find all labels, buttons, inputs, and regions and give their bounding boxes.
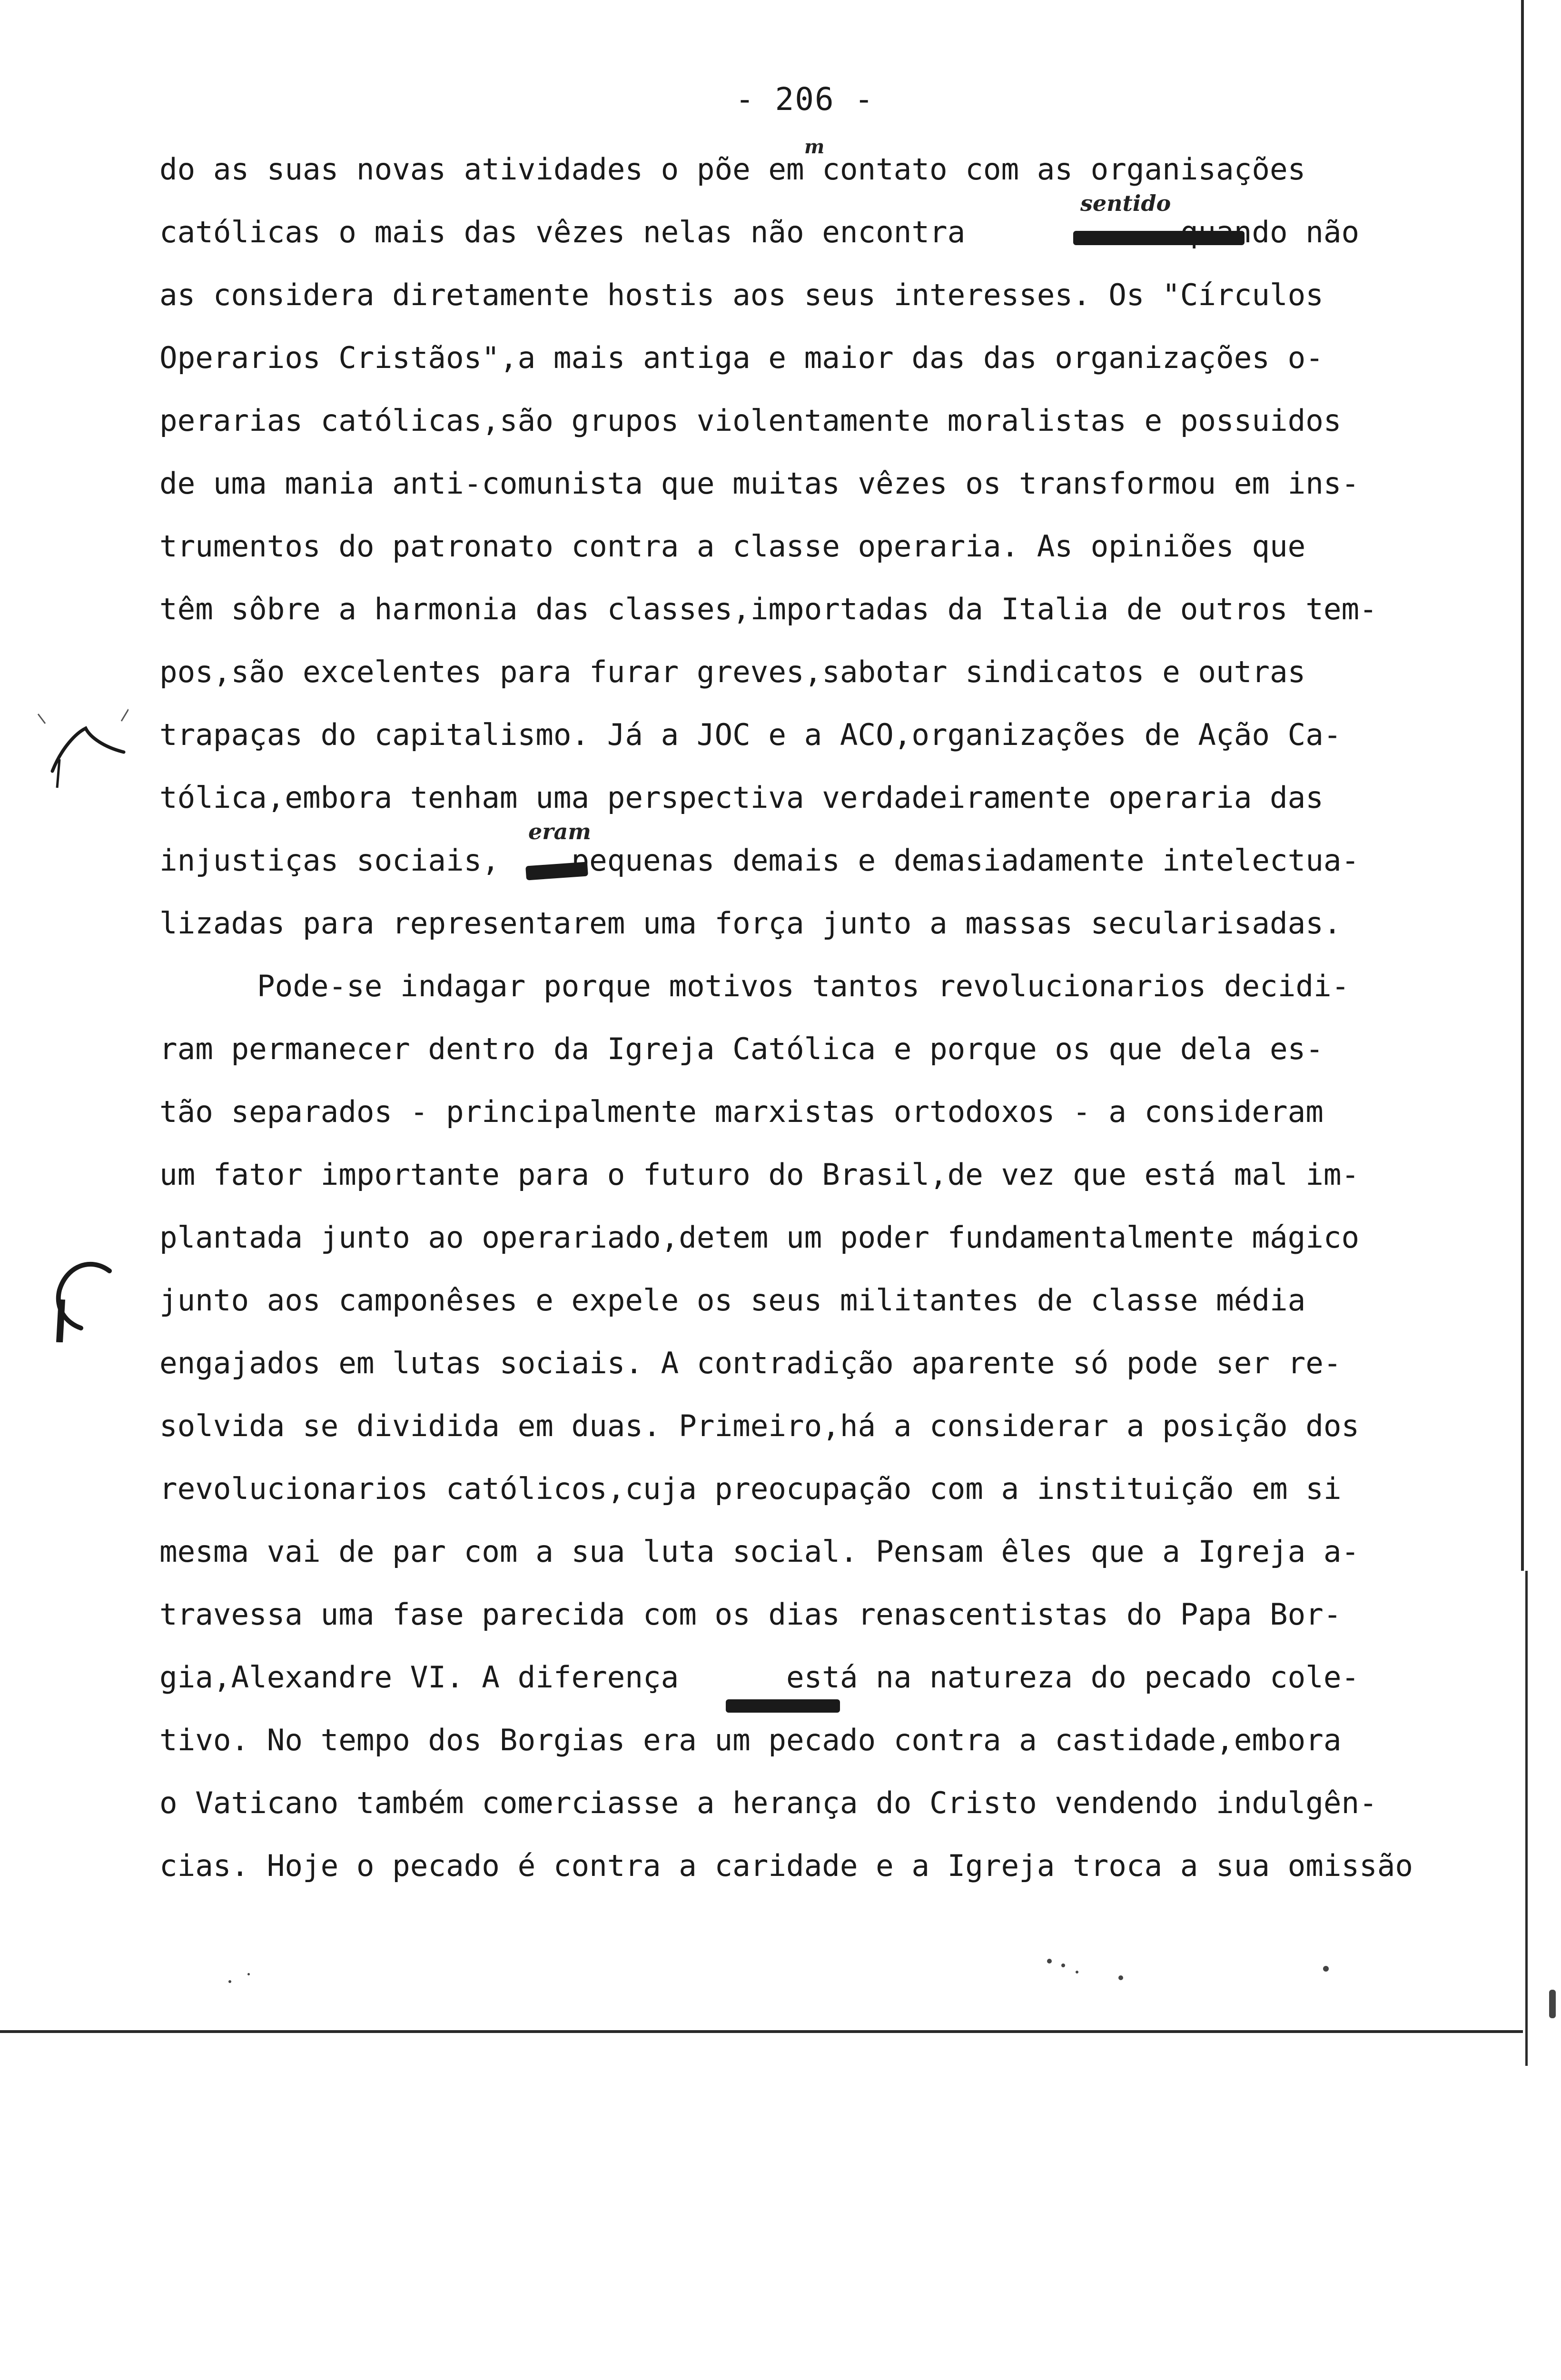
bottom-border-line	[0, 2030, 1523, 2033]
text-line: ram permanecer dentro da Igreja Católica e porque os que dela es-	[159, 1031, 1324, 1066]
text-line: engajados em lutas sociais. A contradição aparente só pode ser re-	[159, 1346, 1342, 1380]
text-line: pos,são excelentes para furar greves,sabotar sindicatos e outras	[159, 654, 1306, 689]
right-margin-rule	[1521, 0, 1524, 1571]
text-line: tólica,embora tenham uma perspectiva verdadeiramente operaria das	[159, 780, 1324, 815]
text-line: plantada junto ao operariado,detem um poder fundamentalmente mágico	[159, 1220, 1360, 1255]
scan-speck	[228, 1980, 231, 1983]
text-line: Pode-se indagar porque motivos tantos revolucionarios decidi-	[257, 969, 1350, 1003]
page-number: - 206 -	[735, 81, 875, 118]
text-line: de uma mania anti-comunista que muitas vêzes os transformou em ins-	[159, 466, 1360, 501]
text-line: um fator importante para o futuro do Brasil,de vez que está mal im-	[159, 1157, 1360, 1192]
text-line: trumentos do patronato contra a classe operaria. As opiniões que	[159, 529, 1306, 564]
text-line: católicas o mais das vêzes nelas não encontra quando não	[159, 215, 1360, 249]
text-line: mesma vai de par com a sua luta social. Pensam êles que a Igreja a-	[159, 1534, 1360, 1569]
margin-check-mark-icon	[33, 704, 128, 790]
text-line: tivo. No tempo dos Borgias era um pecado contra a castidade,embora	[159, 1723, 1342, 1757]
text-line: gia,Alexandre VI. A diferença está na natureza do pecado cole-	[159, 1660, 1360, 1695]
scan-speck	[1323, 1966, 1329, 1972]
scan-speck	[1061, 1964, 1065, 1967]
scan-speck	[1549, 1990, 1556, 2018]
text-line: revolucionarios católicos,cuja preocupação com a instituição em si	[159, 1471, 1342, 1506]
text-line: tão separados - principalmente marxistas ortodoxos - a consideram	[159, 1094, 1324, 1129]
text-line: junto aos camponêses e expele os seus militantes de classe média	[159, 1283, 1306, 1318]
text-line: cias. Hoje o pecado é contra a caridade e a Igreja troca a sua omissão	[159, 1848, 1413, 1883]
body-text	[159, 138, 1502, 1897]
handwritten-eram: eram	[528, 819, 591, 844]
text-line: trapaças do capitalismo. Já a JOC e a ACO,organizações de Ação Ca-	[159, 717, 1342, 752]
text-line: o Vaticano também comerciasse a herança do Cristo vendendo indulgên-	[159, 1785, 1377, 1820]
handwritten-m: m	[804, 136, 825, 158]
text-line: lizadas para representarem uma força junto a massas secularisadas.	[159, 906, 1342, 941]
text-line: do as suas novas atividades o põe em contato com as organisações	[159, 152, 1306, 187]
text-line: travessa uma fase parecida com os dias renascentistas do Papa Bor-	[159, 1597, 1342, 1632]
text-line: perarias católicas,são grupos violentamente moralistas e possuidos	[159, 403, 1342, 438]
margin-bracket-icon	[38, 1247, 114, 1342]
scan-speck	[1118, 1975, 1123, 1980]
scan-speck	[247, 1973, 250, 1975]
text-line: as considera diretamente hostis aos seus interesses. Os "Círculos	[159, 278, 1324, 312]
text-line: Operarios Cristãos",a mais antiga e maior das das organizações o-	[159, 340, 1324, 375]
scan-speck	[1076, 1971, 1078, 1973]
scan-speck	[1047, 1959, 1052, 1964]
text-line: solvida se dividida em duas. Primeiro,há a considerar a posição dos	[159, 1408, 1360, 1443]
right-margin-rule-lower	[1525, 1571, 1528, 2066]
text-line: têm sôbre a harmonia das classes,importadas da Italia de outros tem-	[159, 592, 1377, 626]
text-line: injustiças sociais, pequenas demais e demasiadamente intelectua-	[159, 843, 1360, 878]
handwritten-sentido: sentido	[1080, 190, 1171, 216]
